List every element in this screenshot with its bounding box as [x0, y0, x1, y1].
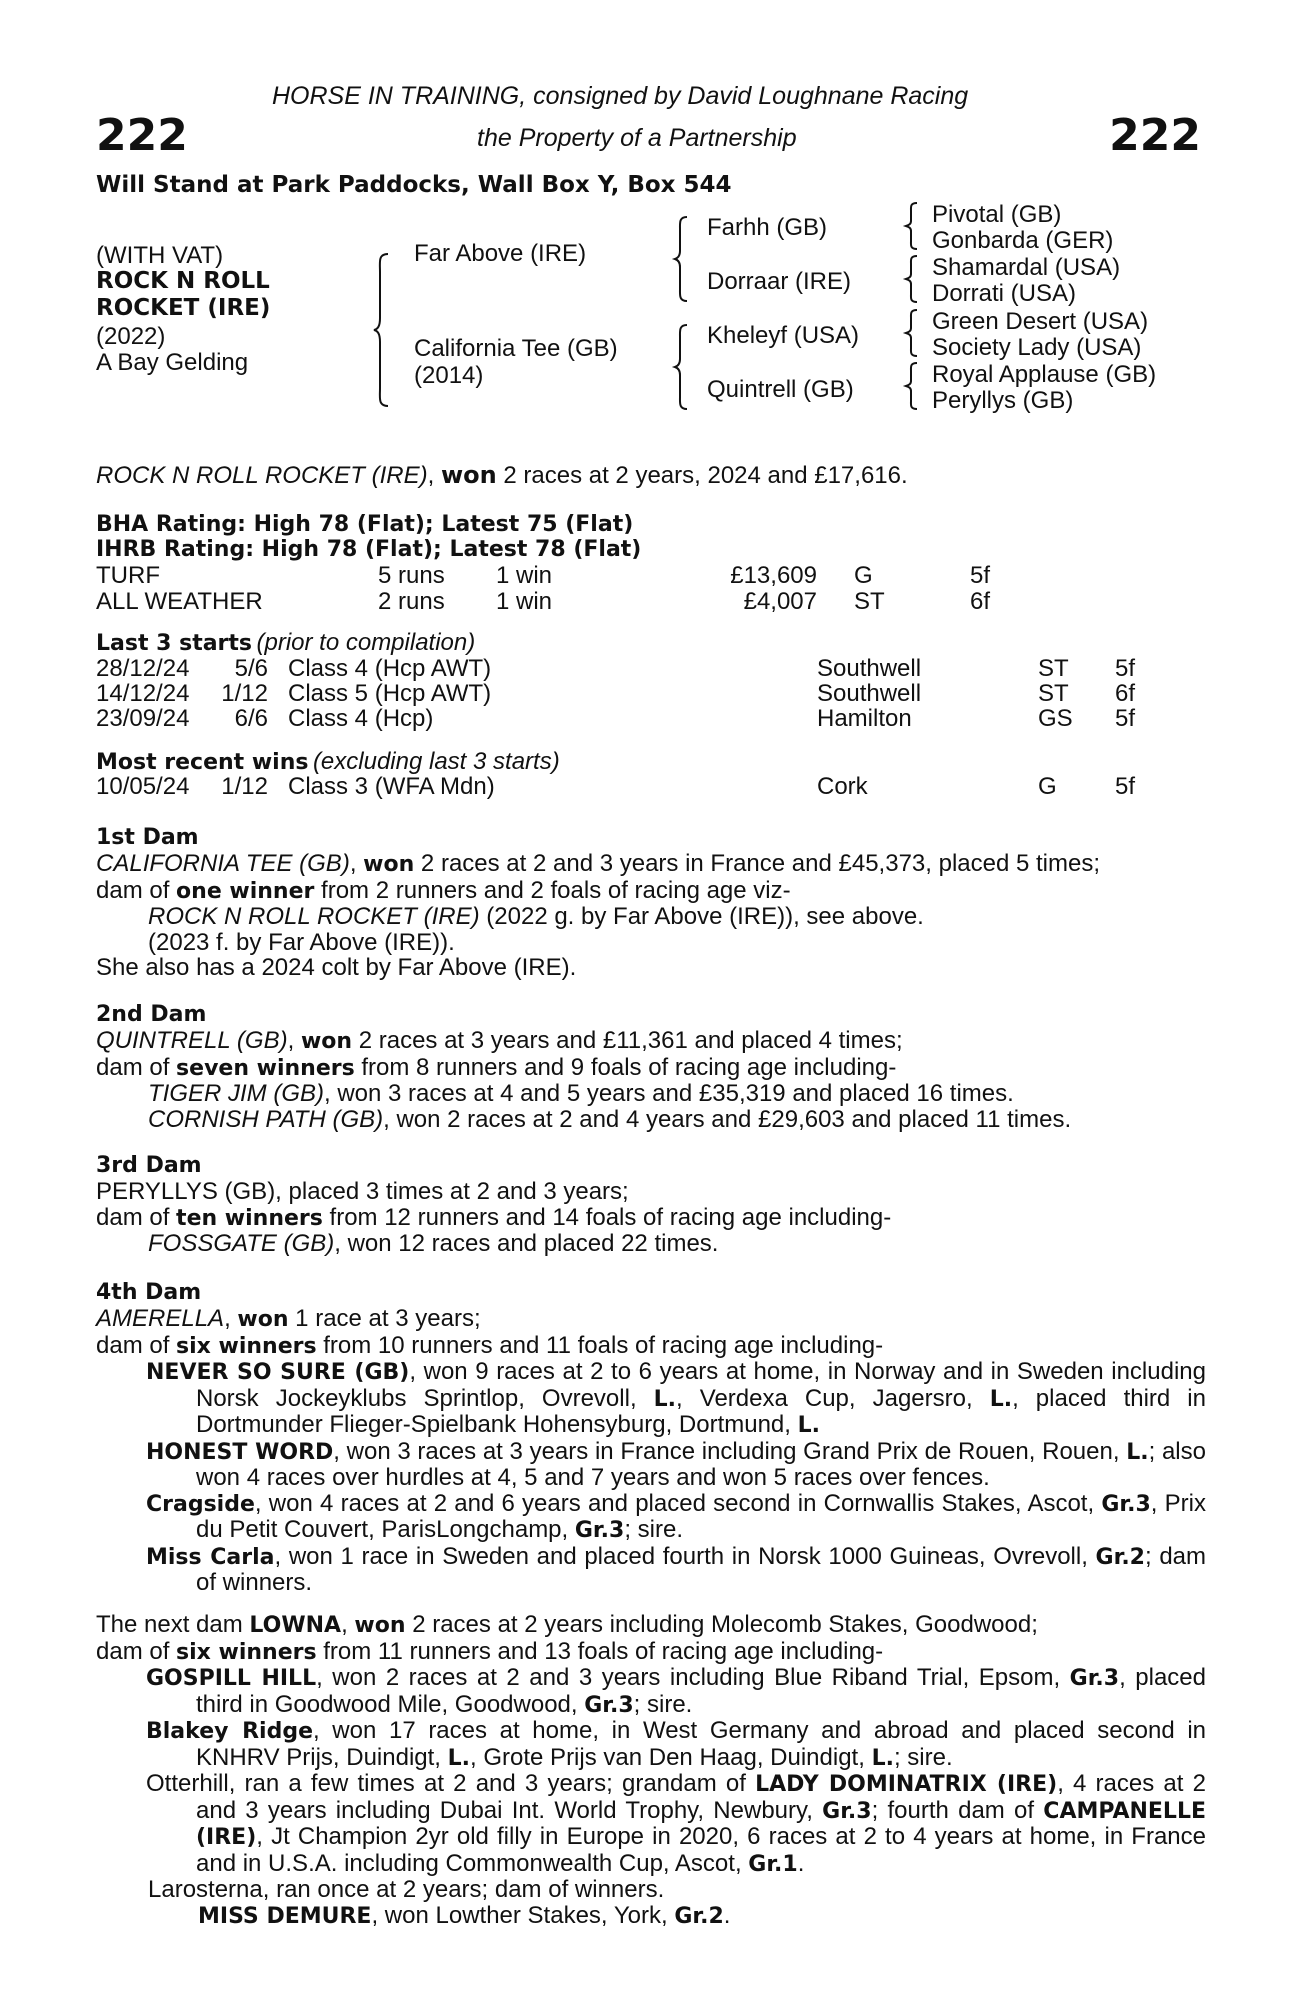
race-grade: L. [797, 1413, 821, 1438]
race-grade: Gr.2 [1095, 1544, 1145, 1570]
surface-prize: £13,609 [730, 562, 817, 589]
last-starts-note: (prior to compilation) [256, 629, 476, 656]
text: 2 races at 2 and 3 years in France and £45,373, placed 5 times; [414, 850, 1101, 877]
first-dam-section [96, 825, 1206, 981]
win-position: 1/12 [221, 773, 268, 800]
pedigree-sire: Far Above (IRE) [414, 240, 587, 267]
text: from 10 runners and 11 foals of racing age including- [316, 1331, 884, 1359]
start-course: Southwell [817, 655, 922, 682]
pedigree-brace-g1 [904, 201, 920, 251]
last-starts-title: Last 3 starts [96, 631, 253, 656]
won-label: won [354, 1613, 406, 1638]
winners-count: six winners [176, 1333, 317, 1359]
text: dam of [96, 876, 177, 904]
race-grade: Gr.3 [584, 1692, 634, 1718]
produce-entry [96, 1081, 1206, 1107]
first-dam-name: CALIFORNIA TEE (GB) [96, 850, 350, 877]
surface-runs: 5 runs [378, 562, 445, 589]
pedigree-ggp-1: Pivotal (GB) [932, 201, 1062, 228]
text: Otterhill, ran a few times at 2 and 3 years; grandam of [146, 1770, 756, 1797]
consignor-line: HORSE IN TRAINING, consigned by David Loughnane Racing [272, 82, 969, 110]
text: (2022 g. by Far Above (IRE)), see above. [479, 903, 924, 930]
produce-name: HONEST WORD [146, 1439, 334, 1465]
text: , won 9 races at 2 to 6 years at home, in Norway and in Sweden including Norsk Jockeyklubs Sprintlop, Ovrevoll, [196, 1358, 1206, 1412]
text: ; also won 4 races over hurdles at 4, 5 and 7 years and won 5 races over fences. [196, 1437, 1206, 1491]
summary-horse-name: ROCK N ROLL ROCKET (IRE) [96, 462, 428, 489]
surface-distance: 5f [970, 562, 991, 589]
text: , placed third in Dortmunder Flieger-Spielbank Hohensyburg, Dortmund, [196, 1384, 1206, 1438]
produce-name: Miss Carla [146, 1544, 275, 1570]
start-distance: 5f [1115, 705, 1136, 732]
race-grade: Gr.1 [748, 1851, 798, 1877]
produce-name: Cragside [146, 1491, 255, 1517]
text: , won 3 races at 3 years in France including Grand Prix de Rouen, Rouen, [333, 1437, 1127, 1465]
pedigree-brace-g2 [904, 254, 920, 304]
third-dam-section [96, 1153, 1206, 1257]
race-grade: Gr.2 [674, 1903, 724, 1929]
pedigree-ggp-3: Shamardal (USA) [932, 254, 1121, 281]
last-starts-heading [96, 630, 475, 657]
text: , won 1 race in Sweden and placed fourth in Norsk 1000 Guineas, Ovrevoll, [274, 1542, 1096, 1570]
produce-entry [96, 1231, 1206, 1257]
text: 2 races at 3 years and £11,361 and placed 4 times; [352, 1027, 903, 1054]
text: from 2 runners and 2 foals of racing age viz- [314, 876, 791, 904]
horse-description: A Bay Gelding [96, 349, 249, 376]
win-date: 10/05/24 [96, 773, 190, 800]
start-position: 6/6 [234, 705, 268, 732]
recent-wins-heading [96, 749, 560, 776]
race-summary: ROCK N ROLL ROCKET (IRE), won 2 races at 2 years, 2024 and £17,616. [96, 461, 908, 489]
first-dam-title: 1st Dam [96, 825, 199, 850]
first-dam-foal [96, 904, 1206, 930]
pedigree-brace-dam [673, 323, 691, 411]
text: ; sire. [893, 1743, 953, 1771]
produce-name: TIGER JIM (GB) [148, 1080, 324, 1107]
vat-label: (WITH VAT) [96, 242, 224, 269]
produce-entry [96, 1107, 1206, 1133]
win-course: Cork [817, 773, 868, 800]
text: dam of [96, 1331, 177, 1359]
third-dam-title: 3rd Dam [96, 1153, 202, 1178]
start-race: Class 4 (Hcp AWT) [288, 655, 492, 682]
produce-entry [96, 1903, 1206, 1930]
text: , [224, 1305, 238, 1332]
text: ; dam of winners. [196, 1542, 1207, 1596]
surface-wins: 1 win [496, 562, 553, 589]
fourth-dam-record [96, 1306, 1206, 1333]
surface-going: ST [854, 588, 885, 615]
summary-won: won [440, 461, 497, 489]
text: , [349, 850, 364, 877]
first-dam-record [96, 851, 1206, 878]
pedigree-ggp-2: Gonbarda (GER) [932, 227, 1114, 254]
text: , [341, 1611, 355, 1638]
start-course: Southwell [817, 680, 922, 707]
summary-rest: 2 races at 2 years, 2024 and £17,616. [496, 462, 908, 489]
text: 2 races at 2 years including Molecomb Stakes, Goodwood; [405, 1611, 1038, 1638]
race-grade: Gr.3 [1101, 1491, 1151, 1517]
text: dam of [96, 1637, 177, 1665]
fourth-dam-produce-summary [96, 1333, 1206, 1360]
pedigree-ggp-7: Royal Applause (GB) [932, 361, 1157, 388]
won-label: won [300, 1029, 353, 1054]
next-dam-section [96, 1612, 1206, 1929]
race-grade: L. [871, 1745, 894, 1771]
lot-number-left: 222 [96, 110, 188, 161]
next-dam-record [96, 1612, 1206, 1639]
text: from 11 runners and 13 foals of racing age including- [316, 1637, 884, 1665]
race-grade: L. [653, 1386, 677, 1412]
win-race: Class 3 (WFA Mdn) [288, 773, 495, 800]
winners-count: one winner [176, 878, 315, 904]
pedigree-ggp-4: Dorrati (USA) [932, 280, 1077, 307]
pedigree-brace-sire [673, 215, 691, 303]
start-going: ST [1038, 680, 1069, 707]
surface-wins: 1 win [496, 588, 553, 615]
won-label: won [237, 1307, 289, 1332]
race-grade: Gr.3 [574, 1518, 625, 1543]
horse-name-line2: ROCKET (IRE) [96, 295, 271, 321]
fourth-dam-title: 4th Dam [96, 1280, 202, 1305]
surface-going: G [854, 562, 873, 589]
stand-line: Will Stand at Park Paddocks, Wall Box Y, Box 544 [96, 172, 732, 198]
pedigree-dam-sire: Kheleyf (USA) [707, 322, 860, 349]
text: , [287, 1027, 301, 1054]
produce-name: GOSPILL HILL [146, 1666, 317, 1691]
surface-distance: 6f [970, 588, 991, 615]
text: , won 2 races at 2 and 4 years and £29,603 and placed 11 times. [383, 1105, 1072, 1133]
pedigree-ggp-6: Society Lady (USA) [932, 334, 1142, 361]
text: from 8 runners and 9 foals of racing age including- [354, 1053, 897, 1081]
winners-count: six winners [176, 1639, 317, 1665]
win-distance: 5f [1115, 773, 1136, 800]
produce-name: Blakey Ridge [146, 1719, 313, 1744]
second-dam-record [96, 1028, 1206, 1055]
second-dam-title: 2nd Dam [96, 1002, 207, 1027]
foal-name: ROCK N ROLL ROCKET (IRE) [148, 903, 480, 930]
text: , Jt Champion 2yr old filly in Europe in 2020, 6 races at 2 to 4 years at home, in France and in U.S.A. including Commonwealth Cup, Ascot, [196, 1823, 1206, 1877]
recent-wins-note: (excluding last 3 starts) [312, 748, 560, 775]
recent-wins-title: Most recent wins [96, 750, 309, 775]
fourth-dam-name: AMERELLA [96, 1305, 225, 1332]
produce-entry [96, 1665, 1206, 1718]
produce-name: MISS DEMURE [198, 1903, 372, 1929]
start-date: 28/12/24 [96, 655, 190, 682]
second-dam-section [96, 1002, 1206, 1132]
produce-name: CORNISH PATH (GB) [148, 1105, 384, 1133]
text: , won 2 races at 2 and 3 years including Blue Riband Trial, Epsom, [316, 1664, 1070, 1691]
first-dam-produce-summary [96, 878, 1206, 905]
produce-name: FOSSGATE (GB) [148, 1230, 335, 1257]
property-line: the Property of a Partnership [477, 124, 797, 152]
pedigree-ggp-8: Peryllys (GB) [932, 387, 1074, 414]
second-dam-name: QUINTRELL (GB) [96, 1027, 288, 1054]
pedigree-ggp-5: Green Desert (USA) [932, 308, 1149, 335]
text: dam of [96, 1053, 177, 1081]
race-grade: L. [1126, 1439, 1149, 1465]
text: , Verdexa Cup, Jagersro, [676, 1384, 990, 1412]
produce-name: NEVER SO SURE (GB) [146, 1360, 410, 1385]
race-grade: L. [447, 1745, 471, 1771]
text: 1 race at 3 years; [288, 1305, 481, 1332]
lot-number-right: 222 [1109, 110, 1201, 161]
next-dam-produce-summary [96, 1639, 1206, 1666]
text: , Prix du Petit Couvert, ParisLongchamp, [196, 1489, 1207, 1543]
third-dam-record: PERYLLYS (GB), placed 3 times at 2 and 3 years; [96, 1178, 629, 1205]
start-distance: 6f [1115, 680, 1136, 707]
start-course: Hamilton [817, 705, 912, 732]
text: from 12 runners and 14 foals of racing age including- [322, 1203, 892, 1231]
next-dam-name: LOWNA [249, 1613, 342, 1638]
pedigree-dam: California Tee (GB) [414, 335, 618, 362]
bha-rating: BHA Rating: High 78 (Flat); Latest 75 (Flat) [96, 512, 634, 537]
second-dam-produce-summary [96, 1055, 1206, 1082]
fourth-dam-section [96, 1280, 1206, 1596]
text: , won Lowther Stakes, York, [371, 1901, 675, 1929]
horse-year: (2022) [96, 323, 166, 350]
surface-name: ALL WEATHER [96, 588, 263, 615]
produce-entry [96, 1544, 1206, 1596]
start-distance: 5f [1115, 655, 1136, 682]
produce-entry [96, 1718, 1206, 1771]
text: , Grote Prijs van Den Haag, Duindigt, [470, 1743, 872, 1771]
horse-name-line1: ROCK N ROLL [96, 268, 270, 294]
first-dam-foal: (2023 f. by Far Above (IRE)). [148, 928, 455, 956]
text: , won 4 races at 2 and 6 years and placed second in Cornwallis Stakes, Ascot, [254, 1489, 1102, 1517]
start-race: Class 5 (Hcp AWT) [288, 680, 492, 707]
text: , 4 races at 2 and 3 years including Dubai Int. World Trophy, Newbury, [196, 1770, 1206, 1824]
winners-count: ten winners [176, 1205, 323, 1231]
race-grade: Gr.3 [1069, 1666, 1120, 1691]
start-position: 5/6 [234, 655, 268, 682]
win-going: G [1038, 773, 1057, 800]
text: dam of [96, 1203, 177, 1231]
surface-runs: 2 runs [378, 588, 445, 615]
text: , won 3 races at 4 and 5 years and £35,319 and placed 16 times. [324, 1080, 1014, 1107]
text: , won 17 races at home, in West Germany and abroad and placed second in KNHRV Prijs, Duindigt, [196, 1717, 1207, 1771]
start-going: ST [1038, 655, 1069, 682]
pedigree-brace-g3 [904, 308, 920, 358]
race-grade: L. [989, 1386, 1013, 1412]
produce-entry [96, 1491, 1206, 1544]
winners-count: seven winners [176, 1055, 355, 1081]
text: ; sire. [633, 1690, 693, 1718]
pedigree-sire-dam: Dorraar (IRE) [707, 268, 852, 295]
produce-entry: Larosterna, ran once at 2 years; dam of winners. [148, 1876, 665, 1903]
start-position: 1/12 [221, 680, 268, 707]
pedigree-brace-main [372, 252, 392, 408]
pedigree-brace-g4 [904, 361, 920, 411]
surface-name: TURF [96, 562, 160, 589]
text: , won 12 races and placed 22 times. [334, 1230, 719, 1257]
text: . [797, 1849, 805, 1877]
text: ; fourth dam of [871, 1796, 1044, 1824]
produce-name: CAMPANELLE (IRE) [196, 1798, 1206, 1850]
start-date: 23/09/24 [96, 705, 190, 732]
race-grade: Gr.3 [822, 1798, 872, 1824]
produce-entry [96, 1771, 1206, 1877]
start-going: GS [1038, 705, 1073, 732]
ihrb-rating: IHRB Rating: High 78 (Flat); Latest 78 (Flat) [96, 537, 642, 562]
text: ; sire. [624, 1516, 683, 1543]
pedigree-sire-sire: Farhh (GB) [707, 214, 828, 241]
surface-prize: £4,007 [743, 588, 817, 615]
produce-name: LADY DOMINATRIX (IRE) [755, 1772, 1058, 1797]
start-race: Class 4 (Hcp) [288, 705, 434, 732]
start-date: 14/12/24 [96, 680, 190, 707]
third-dam-produce-summary [96, 1205, 1206, 1232]
text: . [723, 1901, 731, 1929]
produce-entry [96, 1439, 1206, 1491]
pedigree-dam-dam: Quintrell (GB) [707, 376, 854, 403]
won-label: won [363, 852, 415, 877]
text: , placed third in Goodwood Mile, Goodwood, [196, 1664, 1206, 1718]
pedigree-dam-year: (2014) [414, 362, 484, 389]
produce-entry [96, 1359, 1206, 1439]
first-dam-also: She also has a 2024 colt by Far Above (IRE). [96, 954, 577, 981]
text: The next dam [96, 1611, 250, 1638]
